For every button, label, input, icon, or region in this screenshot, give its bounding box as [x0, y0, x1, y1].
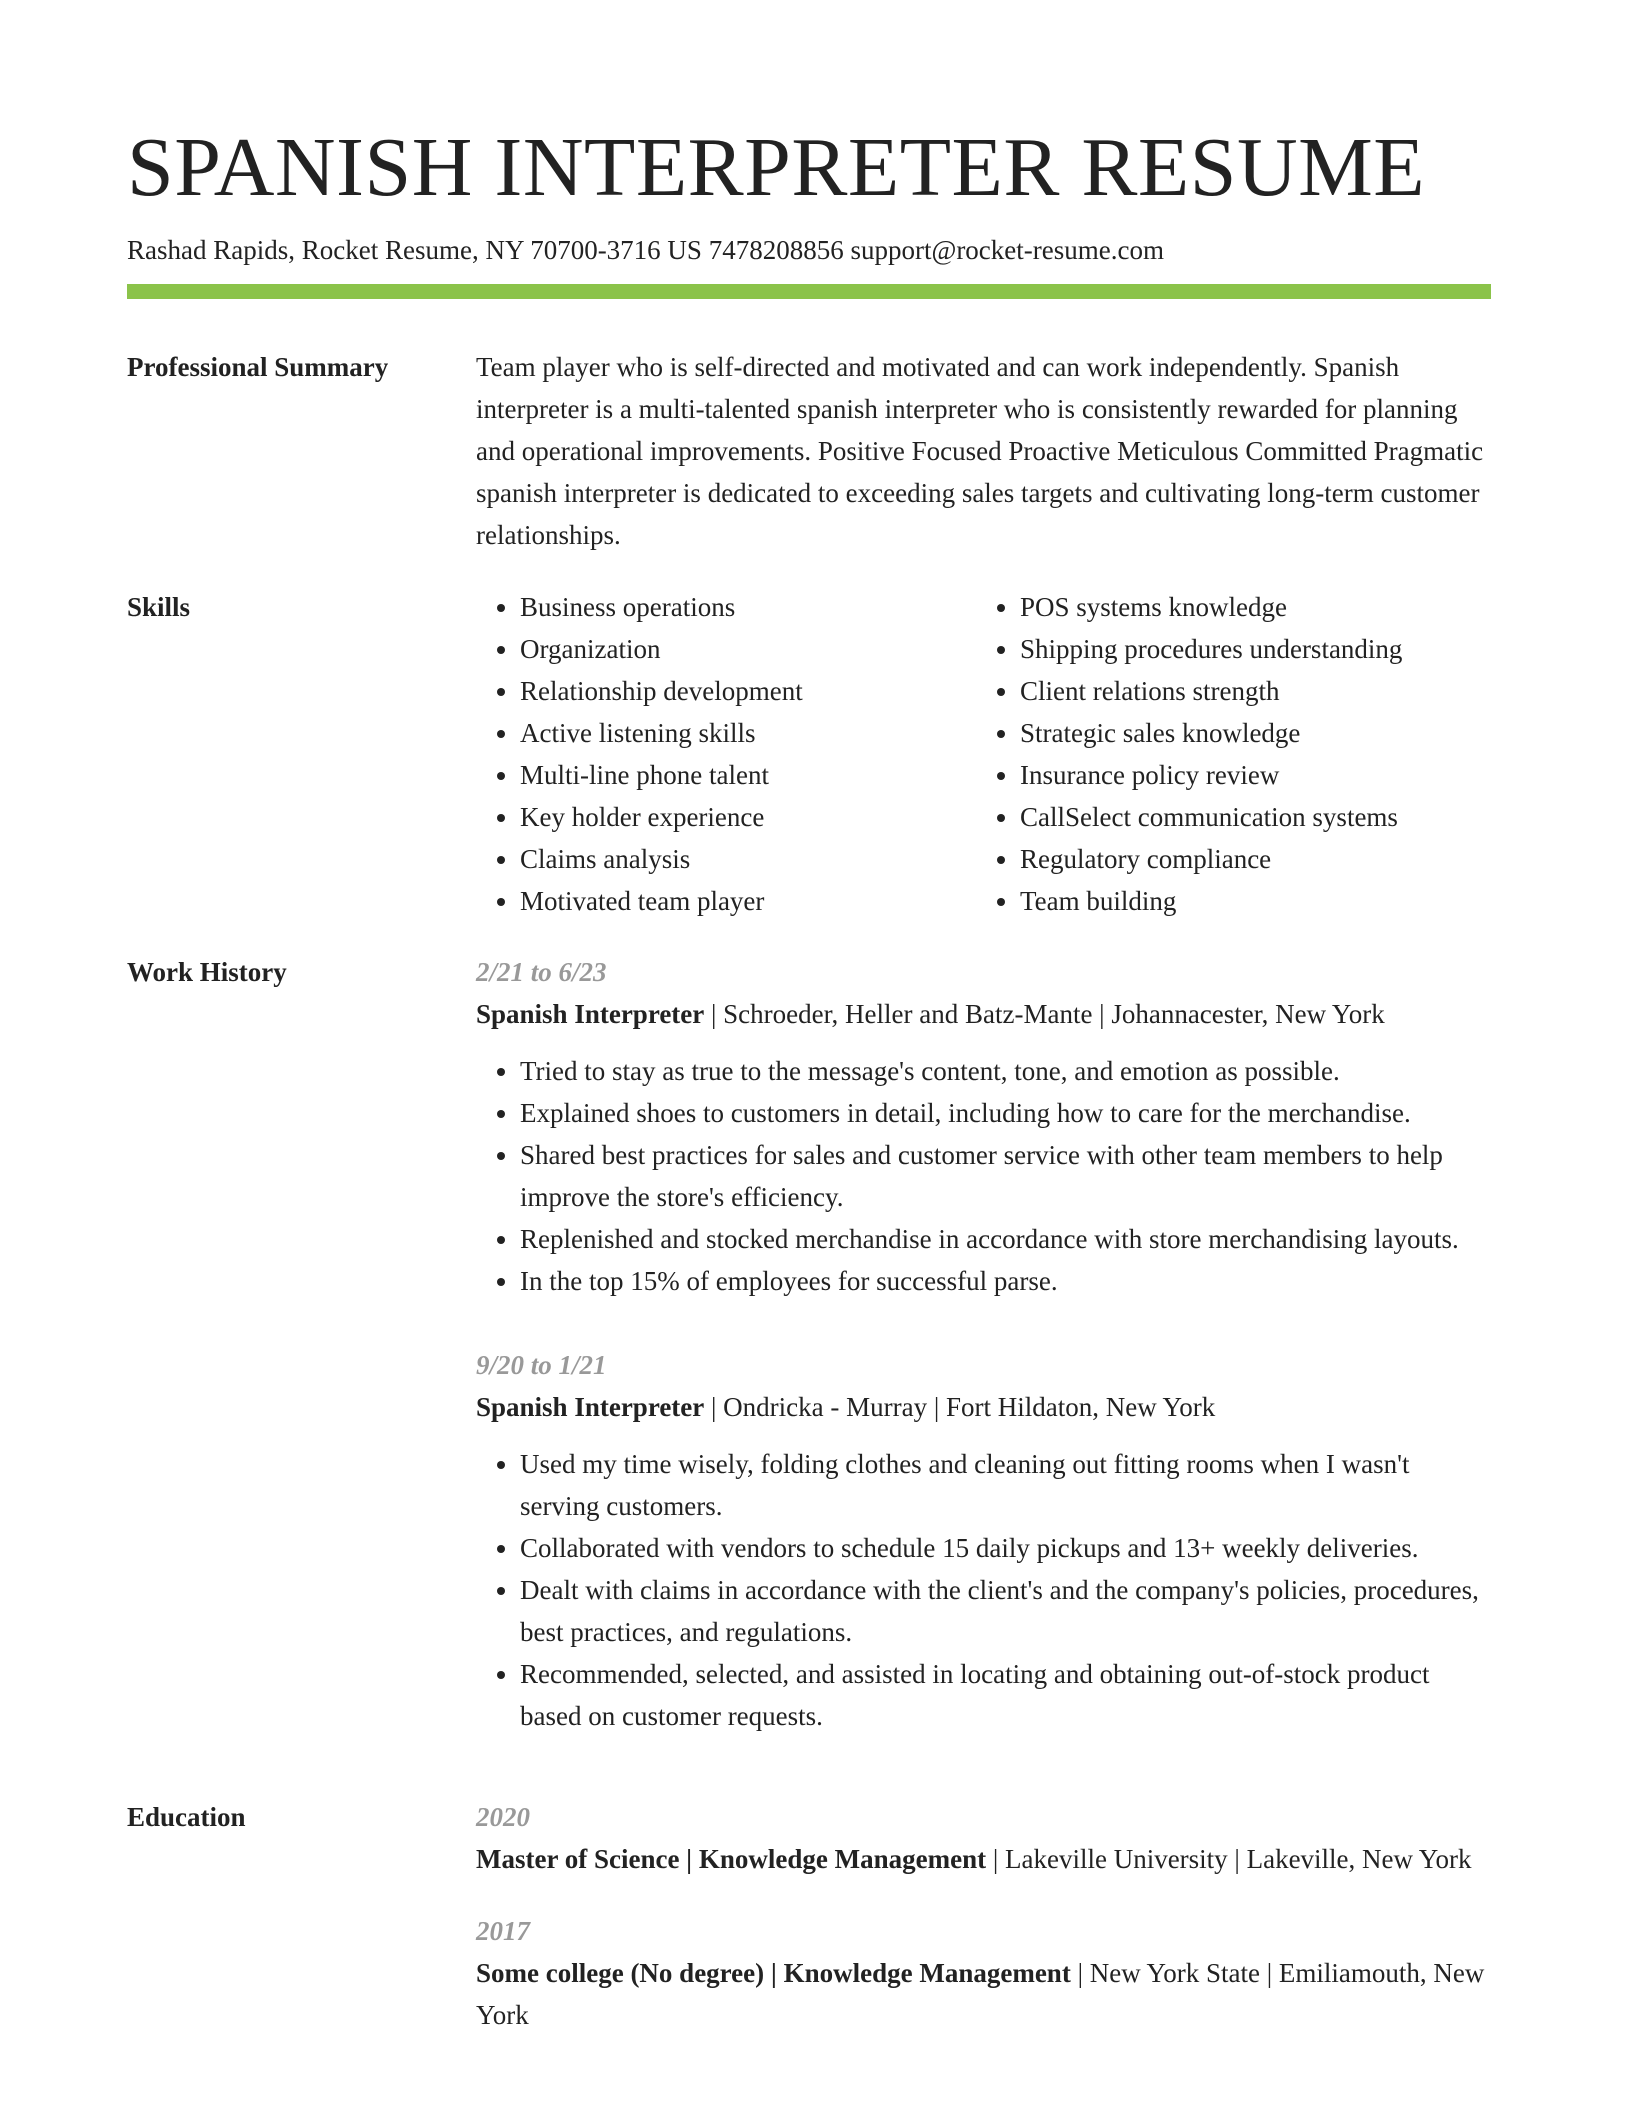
skill-item: • Key holder experience [520, 796, 976, 838]
skill-item: • Multi-line phone talent [520, 754, 976, 796]
accent-divider [127, 284, 1491, 299]
job-title: Spanish Interpreter [476, 1392, 705, 1422]
summary-text: Team player who is self-directed and motivated and can work independently. Spanish interpreter is a multi-talented spanish interpreter who is consistently rewarded for planning and operational improvements. Positive Focused Proactive Meticulous Committed Pragmatic spanish interpreter is dedicated to exceeding sales targets and cultivating long-term customer relationships. [476, 352, 1484, 550]
work-history-heading: Work History [127, 957, 287, 987]
job-bullet: • Used my time wisely, folding clothes and cleaning out fitting rooms when I wasn't serving customers. [520, 1443, 1491, 1527]
job-dates: 9/20 to 1/21 [476, 1350, 607, 1380]
skill-item: • Active listening skills [520, 712, 976, 754]
job-bullets [476, 1050, 1491, 1302]
education-entry [476, 1910, 1491, 2036]
job-details: | Ondricka - Murray | Fort Hildaton, New York [704, 1392, 1216, 1422]
contact-line: Rashad Rapids, Rocket Resume, NY 70700-3716 US 7478208856 support@rocket-resume.com [127, 235, 1164, 265]
skill-item: • Regulatory compliance [1020, 838, 1476, 880]
skills-columns [476, 586, 1491, 922]
education-entry [476, 1796, 1491, 1880]
skills-list-right [976, 586, 1476, 922]
skill-item: • POS systems knowledge [1020, 586, 1476, 628]
work-history-body [476, 951, 1491, 1737]
education-degree: Master of Science | Knowledge Management [476, 1844, 987, 1874]
skill-item: • Shipping procedures understanding [1020, 628, 1476, 670]
education-degree: Some college (No degree) | Knowledge Management [476, 1958, 1071, 1988]
job-heading [476, 993, 1491, 1035]
skill-item: • Insurance policy review [1020, 754, 1476, 796]
skill-item: • Strategic sales knowledge [1020, 712, 1476, 754]
skills-heading: Skills [127, 592, 191, 622]
skills-list-left [476, 586, 976, 922]
skills-column-left [476, 586, 976, 922]
job-title: Spanish Interpreter [476, 999, 705, 1029]
skill-item: • Client relations strength [1020, 670, 1476, 712]
job-bullets [476, 1443, 1491, 1737]
job-details: | Schroeder, Heller and Batz-Mante | Johannacester, New York [704, 999, 1385, 1029]
skill-item: • Claims analysis [520, 838, 976, 880]
job-bullet: • Recommended, selected, and assisted in locating and obtaining out-of-stock product based on customer requests. [520, 1653, 1491, 1737]
job-bullet: • Replenished and stocked merchandise in accordance with store merchandising layouts. [520, 1218, 1491, 1260]
job-bullet: • Explained shoes to customers in detail, including how to care for the merchandise. [520, 1092, 1491, 1134]
job-bullet: • Dealt with claims in accordance with the client's and the company's policies, procedures, best practices, and regulations. [520, 1569, 1491, 1653]
job-bullet: • Collaborated with vendors to schedule 15 daily pickups and 13+ weekly deliveries. [520, 1527, 1491, 1569]
job-entry [476, 1344, 1491, 1737]
education-heading-line [476, 1952, 1491, 2036]
summary-heading: Professional Summary [127, 352, 389, 382]
education-details: | New York State | Emiliamouth, New York [476, 1958, 1485, 2030]
education-year: 2020 [476, 1802, 530, 1832]
skills-body [476, 586, 1491, 922]
education-year: 2017 [476, 1916, 530, 1946]
skill-item: • Organization [520, 628, 976, 670]
education-body [476, 1796, 1491, 2066]
job-heading [476, 1386, 1491, 1428]
skill-item: • Relationship development [520, 670, 976, 712]
education-heading-line [476, 1838, 1491, 1880]
job-dates: 2/21 to 6/23 [476, 957, 607, 987]
skill-item: • CallSelect communication systems [1020, 796, 1476, 838]
resume-title: SPANISH INTERPRETER RESUME [127, 121, 1426, 214]
summary-body [476, 346, 1491, 556]
job-bullet: • Tried to stay as true to the message's content, tone, and emotion as possible. [520, 1050, 1491, 1092]
skill-item: • Motivated team player [520, 880, 976, 922]
education-details: | Lakeville University | Lakeville, New York [986, 1844, 1472, 1874]
education-heading: Education [127, 1802, 246, 1832]
skills-column-right [976, 586, 1476, 922]
skill-item: • Business operations [520, 586, 976, 628]
job-bullet: • In the top 15% of employees for successful parse. [520, 1260, 1491, 1302]
job-entry [476, 951, 1491, 1302]
skill-item: • Team building [1020, 880, 1476, 922]
job-bullet: • Shared best practices for sales and customer service with other team members to help improve the store's efficiency. [520, 1134, 1491, 1218]
